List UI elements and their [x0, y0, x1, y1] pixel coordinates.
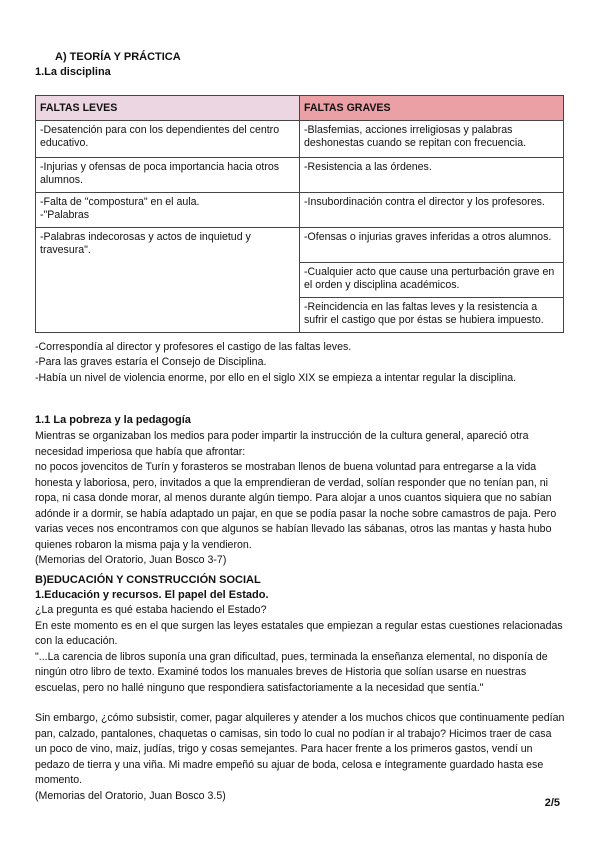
leve-cell: -Desatención para con los dependientes del centro educativo.	[36, 121, 300, 158]
grave-cell: -Cualquier acto que cause una perturbación grave en el orden y disciplina académicos.	[300, 263, 564, 298]
header-faltas-leves: FALTAS LEVES	[36, 96, 300, 121]
section-1-1-title: 1.1 La pobreza y la pedagogía	[35, 414, 191, 426]
section-a-subtitle: 1.La disciplina	[35, 66, 111, 78]
faltas-table	[35, 95, 564, 333]
quote-paragraph: "...La carencia de libros suponía una gran dificultad, pues, terminada la enseñanza elemental, no disponía de ningún otro libro de texto. Examiné todos los manuales breves de Historia que solían usarse en nuestras escuelas, pero no hallé ninguno que respondiera satisfactoriamente a la necesidad que sentía."	[35, 650, 548, 694]
section-b-title: B)EDUCACIÓN Y CONSTRUCCIÓN SOCIAL	[35, 574, 261, 586]
question-line: ¿La pregunta es qué estaba haciendo el Estado?	[35, 604, 267, 616]
leve-cell	[36, 193, 300, 228]
grave-cell: -Ofensas o injurias graves inferidas a otros alumnos.	[300, 228, 564, 263]
grave-cell: -Reincidencia en las faltas leves y la resistencia a sufrir el castigo que por éstas se hubiera impuesto.	[300, 298, 564, 333]
grave-cell: -Blasfemias, acciones irreligiosas y palabras deshonestas cuando se repitan con frecuencia.	[300, 121, 564, 158]
grave-cell: -Resistencia a las órdenes.	[300, 158, 564, 193]
paragraph: En este momento es en el que surgen las leyes estatales que empiezan a regular estas cuestiones relacionadas con la educación.	[35, 619, 563, 647]
leve-line: -"Palabras	[40, 209, 90, 221]
note-line: -Para las graves estaría el Consejo de Disciplina.	[35, 356, 267, 368]
section-b-subtitle: 1.Educación y recursos. El papel del Estado.	[35, 589, 269, 601]
paragraph: Mientras se organizaban los medios para poder impartir la instrucción de la cultura general, apareció otra necesidad imperiosa que había que afrontar:	[35, 430, 529, 458]
header-faltas-graves: FALTAS GRAVES	[300, 96, 564, 121]
leve-line: -Falta de "compostura" en el aula.	[40, 196, 200, 208]
note-line: -Correspondía al director y profesores el castigo de las faltas leves.	[35, 341, 352, 353]
table-header-row	[36, 96, 564, 121]
section-a-title: A) TEORÍA Y PRÁCTICA	[55, 51, 181, 63]
table-row	[36, 193, 564, 228]
blank-line	[35, 696, 565, 711]
page-number: 2/5	[544, 797, 560, 809]
leve-cell: -Palabras indecorosas y actos de inquietud y travesura".	[36, 228, 300, 333]
source-citation: (Memorias del Oratorio, Juan Bosco 3-7)	[35, 554, 227, 566]
section-b-body	[35, 603, 565, 804]
source-citation: (Memorias del Oratorio, Juan Bosco 3.5)	[35, 789, 226, 802]
note-line: -Había un nivel de violencia enorme, por ello en el siglo XIX se empieza a intentar regular la disciplina.	[35, 372, 517, 384]
quote-paragraph: Sin embargo, ¿cómo subsistir, comer, pagar alquileres y atender a los muchos chicos que continuamente pedían pan, calzado, pantalones, chaquetas o camisas, sin todo lo cual no podían ir al trabajo? Hicimos traer de casa un poco de vino, maiz, judías, trigo y cosas semejantes. Para hacer frente a los primeros gastos, vendí un pedazo de tierra y una viña. Mi madre empeñó su ajuar de boda, celosa e íntegramente guardado hasta ese momento.	[35, 712, 565, 786]
table-row	[36, 158, 564, 193]
leve-cell: -Injurias y ofensas de poca importancia hacia otros alumnos.	[36, 158, 300, 193]
table-row	[36, 121, 564, 158]
quote-paragraph: no pocos jovencitos de Turín y forasteros se mostraban llenos de buena voluntad para entregarse a la vida honesta y laboriosa, pero, invitados a que la emprendieran de verdad, solían responder que no tenían pan, ni ropa, ni casa donde morar, al menos durante algún tiempo. Para alojar a unos cuantos siquiera que no sabían adónde ir a dormir, se había adaptado un pajar, en que se podía pasar la noche sobre camastros de paja. Pero varias veces nos encontramos con que algunos se habían llevado las sábanas, otros las mantas y hasta hubo quienes robaron la misma paja y la vendieron.	[35, 461, 557, 551]
section-1-1-body	[35, 429, 565, 569]
table-row	[36, 228, 564, 263]
grave-cell: -Insubordinación contra el director y los profesores.	[300, 193, 564, 228]
